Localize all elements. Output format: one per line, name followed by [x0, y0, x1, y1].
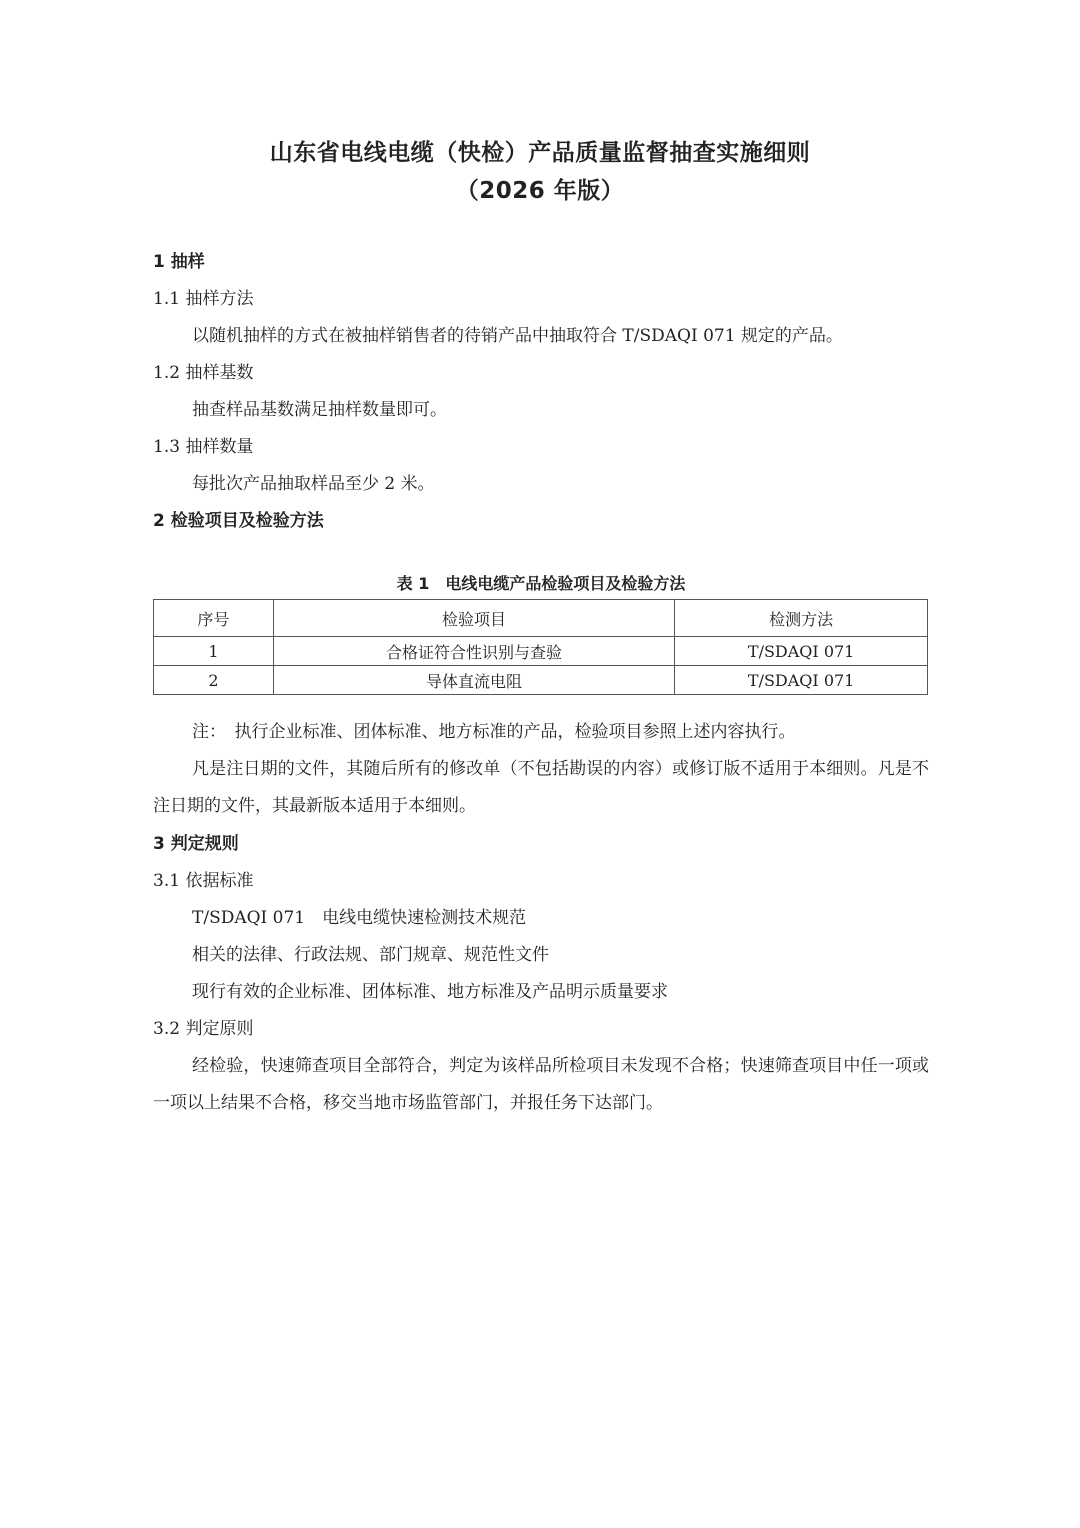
section-3-1-heading: 3.1 依据标准 — [153, 871, 254, 891]
section-1-1-heading: 1.1 抽样方法 — [153, 289, 254, 309]
table-cell: 2 — [154, 666, 274, 695]
document-title — [0, 134, 1080, 210]
section-1-2-text: 抽查样品基数满足抽样数量即可。 — [192, 400, 447, 420]
standard-list-item: 现行有效的企业标准、团体标准、地方标准及产品明示质量要求 — [192, 982, 668, 1002]
table-header-cell: 检验项目 — [273, 600, 674, 637]
table-caption: 表 1 电线电缆产品检验项目及检验方法 — [396, 574, 686, 593]
section-1-heading: 1 抽样 — [153, 252, 205, 272]
table-header-row — [154, 600, 928, 637]
standard-list-item: T/SDAQI 071 电线电缆快速检测技术规范 — [192, 908, 527, 928]
table-cell: 合格证符合性识别与查验 — [273, 637, 674, 666]
dated-reference-note: 凡是注日期的文件，其随后所有的修改单（不包括勘误的内容）或修订版不适用于本细则。凡是不注日期的文件，其最新版本适用于本细则。 — [153, 759, 929, 816]
table-cell: T/SDAQI 071 — [675, 637, 928, 666]
section-1-2-heading: 1.2 抽样基数 — [153, 363, 254, 383]
table-note: 注： 执行企业标准、团体标准、地方标准的产品，检验项目参照上述内容执行。 — [192, 722, 796, 742]
table-row — [154, 637, 928, 666]
section-1-1-text: 以随机抽样的方式在被抽样销售者的待销产品中抽取符合 T/SDAQI 071 规定的产品。 — [192, 326, 843, 346]
section-1-3-heading: 1.3 抽样数量 — [153, 437, 254, 457]
section-2-heading: 2 检验项目及检验方法 — [153, 511, 324, 531]
standard-list-item: 相关的法律、行政法规、部门规章、规范性文件 — [192, 945, 549, 965]
title-edition: （2026 年版） — [455, 178, 625, 204]
section-3-heading: 3 判定规则 — [153, 834, 239, 854]
table-cell: 1 — [154, 637, 274, 666]
table-header-cell: 检测方法 — [675, 600, 928, 637]
table-cell: T/SDAQI 071 — [675, 666, 928, 695]
title-main: 山东省电线电缆（快检）产品质量监督抽查实施细则 — [269, 140, 811, 166]
table-cell: 导体直流电阻 — [273, 666, 674, 695]
section-3-2-text: 经检验，快速筛查项目全部符合，判定为该样品所检项目未发现不合格；快速筛查项目中任一项或一项以上结果不合格，移交当地市场监管部门，并报任务下达部门。 — [153, 1056, 929, 1113]
section-1-3-text: 每批次产品抽取样品至少 2 米。 — [192, 474, 435, 494]
table-row — [154, 666, 928, 695]
table-header-cell: 序号 — [154, 600, 274, 637]
section-3-2-heading: 3.2 判定原则 — [153, 1019, 254, 1039]
inspection-items-table — [153, 599, 928, 695]
